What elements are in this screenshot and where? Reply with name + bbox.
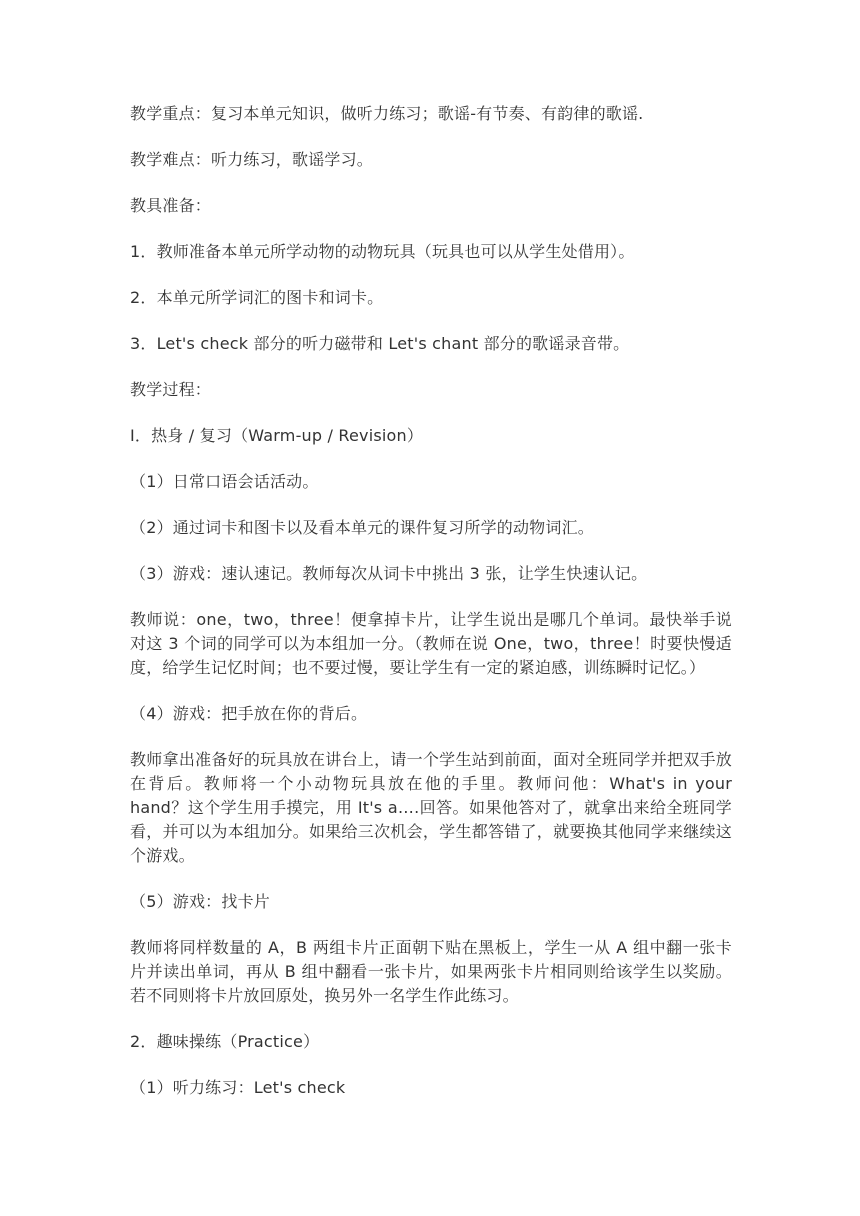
teaching-focus: 教学重点：复习本单元知识，做听力练习；歌谣-有节奏、有韵律的歌谣. (130, 104, 644, 123)
warmup-step-5: （5）游戏：找卡片 (130, 892, 270, 911)
aids-item-2: 2．本单元所学词汇的图卡和词卡。 (130, 288, 384, 307)
warmup-step-3: （3）游戏：速认速记。教师每次从词卡中挑出 3 张，让学生快速认记。 (130, 564, 648, 583)
section-practice-heading: 2．趣味操练（Practice） (130, 1032, 320, 1051)
aids-item-1: 1．教师准备本单元所学动物的动物玩具（玩具也可以从学生处借用）。 (130, 242, 635, 261)
section-warmup-heading: I．热身 / 复习（Warm-up / Revision） (130, 426, 424, 445)
teaching-process-heading: 教学过程： (130, 380, 212, 399)
aids-item-3: 3．Let's check 部分的听力磁带和 Let's chant 部分的歌谣录音带。 (130, 334, 630, 353)
warmup-step-2: （2）通过词卡和图卡以及看本单元的课件复习所学的动物词汇。 (130, 518, 594, 537)
warmup-step-5-detail: 教师将同样数量的 A，B 两组卡片正面朝下贴在黑板上，学生一从 A 组中翻一张卡片并读出单词，再从 B 组中翻看一张卡片，如果两张卡片相同则给该学生以奖励。若不同则将卡片放回原处，换另外一名学生作此练习。 (130, 938, 732, 1005)
teaching-difficulty: 教学难点：听力练习，歌谣学习。 (130, 150, 374, 169)
warmup-step-1: （1）日常口语会话活动。 (130, 472, 319, 491)
teaching-aids-heading: 教具准备： (130, 196, 212, 215)
warmup-step-3-detail: 教师说：one，two，three！便拿掉卡片，让学生说出是哪几个单词。最快举手说对这 3 个词的同学可以为本组加一分。（教师在说 One，two，three！时要快慢适度，给学生记忆时间；也不要过慢，要让学生有一定的紧迫感，训练瞬时记忆。） (130, 610, 732, 677)
practice-step-1: （1）听力练习：Let's check (130, 1078, 346, 1097)
document-page (130, 102, 732, 1122)
warmup-step-4-detail: 教师拿出准备好的玩具放在讲台上，请一个学生站到前面，面对全班同学并把双手放在背后。教师将一个小动物玩具放在他的手里。教师问他：What's in your hand？这个学生用手摸完，用 It's a….回答。如果他答对了，就拿出来给全班同学看，并可以为本组加分。如果给三次机会，学生都答错了，就要换其他同学来继续这个游戏。 (130, 750, 732, 865)
warmup-step-4: （4）游戏：把手放在你的背后。 (130, 704, 368, 723)
